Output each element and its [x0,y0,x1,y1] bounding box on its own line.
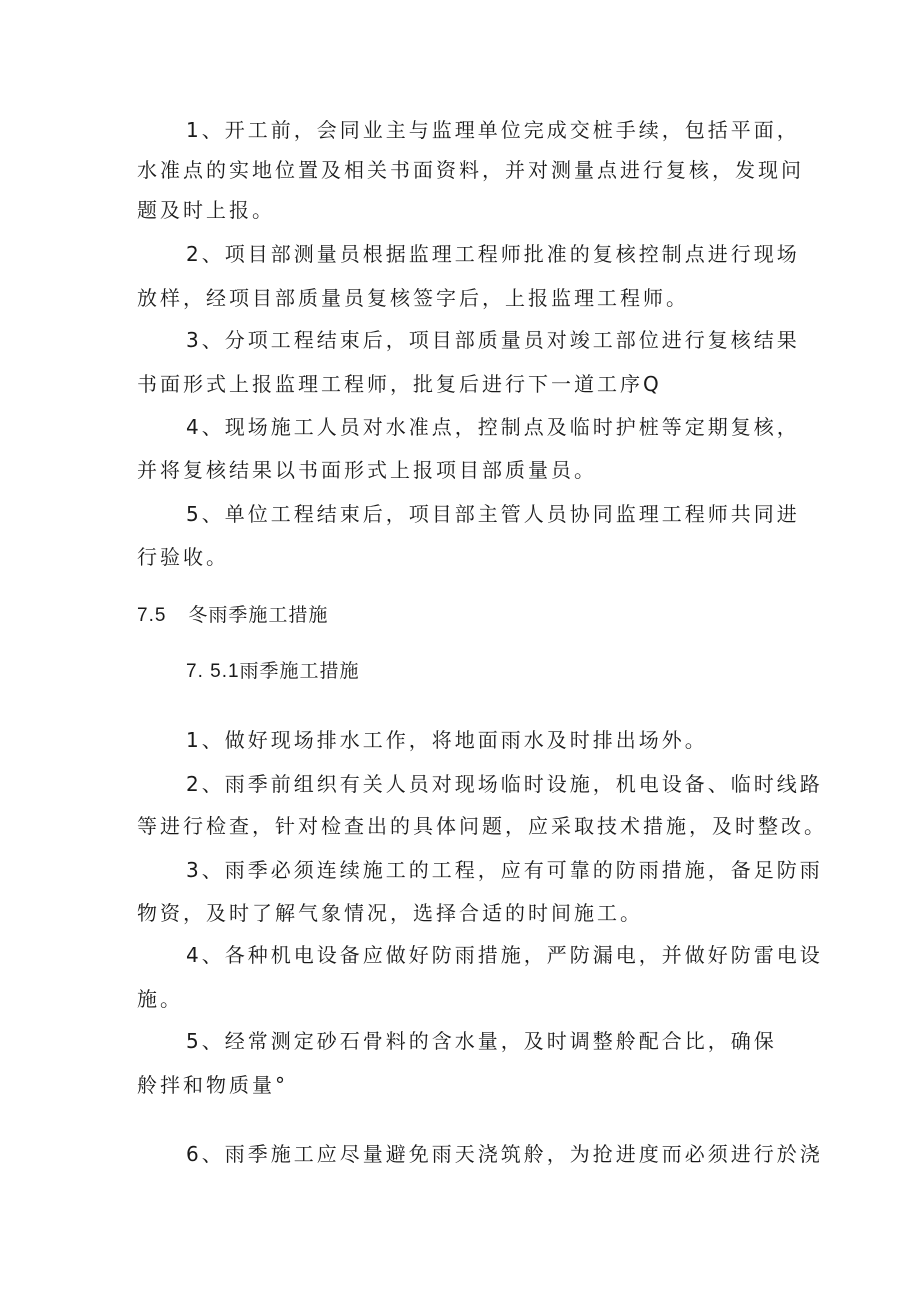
section-number: 7.5 [137,605,167,626]
subsection-number: 7. 5.1 [186,661,240,682]
paragraph-line: 2、雨季前组织有关人员对现场临时设施，机电设备、临时线路 [186,772,823,796]
paragraph-line: 3、分项工程结束后，项目部质量员对竣工部位进行复核结果 [186,328,800,352]
section-title: 冬雨季施工措施 [188,605,329,626]
paragraph-line: 5、单位工程结束后，项目部主管人员协同监理工程师共同进 [186,502,800,526]
paragraph-line: 4、各种机电设备应做好防雨措施，严防漏电，并做好防雷电设 [186,943,823,967]
paragraph-line: 书面形式上报监理工程师，批复后进行下一道工序Q [137,372,662,396]
paragraph-line: 5、经常测定砂石骨料的含水量，及时调整舲配合比，确保 [186,1029,777,1053]
paragraph-line: 4、现场施工人员对水准点，控制点及临时护桩等定期复核， [186,415,800,439]
paragraph-line: 舲拌和物质量° [137,1073,288,1097]
paragraph-line: 1、做好现场排水工作，将地面雨水及时排出场外。 [186,728,708,752]
paragraph-line: 2、项目部测量员根据监理工程师批准的复核控制点进行现场 [186,242,800,266]
paragraph-line: 3、雨季必须连续施工的工程，应有可靠的防雨措施，备足防雨 [186,858,823,882]
subsection-heading [186,658,360,686]
paragraph-line: 6、雨季施工应尽量避免雨天浇筑舲，为抢进度而必须进行於浇 [186,1142,823,1166]
paragraph-line: 1、开工前，会同业主与监理单位完成交桩手续，包括平面， [186,118,800,142]
paragraph-line: 题及时上报。 [137,198,275,222]
section-heading [137,602,328,630]
paragraph-line: 并将复核结果以书面形式上报项目部质量员。 [137,458,597,482]
paragraph-line: 水准点的实地位置及相关书面资料，并对测量点进行复核，发现问 [137,158,804,182]
paragraph-line: 施。 [137,987,183,1011]
paragraph-line: 物资，及时了解气象情况，选择合适的时间施工。 [137,901,643,925]
paragraph-line: 等进行检查，针对检查出的具体问题，应采取技术措施，及时整改。 [137,814,827,838]
subsection-title: 雨季施工措施 [239,661,360,682]
paragraph-line: 行验收。 [137,545,229,569]
paragraph-line: 放样，经项目部质量员复核签字后，上报监理工程师。 [137,286,689,310]
